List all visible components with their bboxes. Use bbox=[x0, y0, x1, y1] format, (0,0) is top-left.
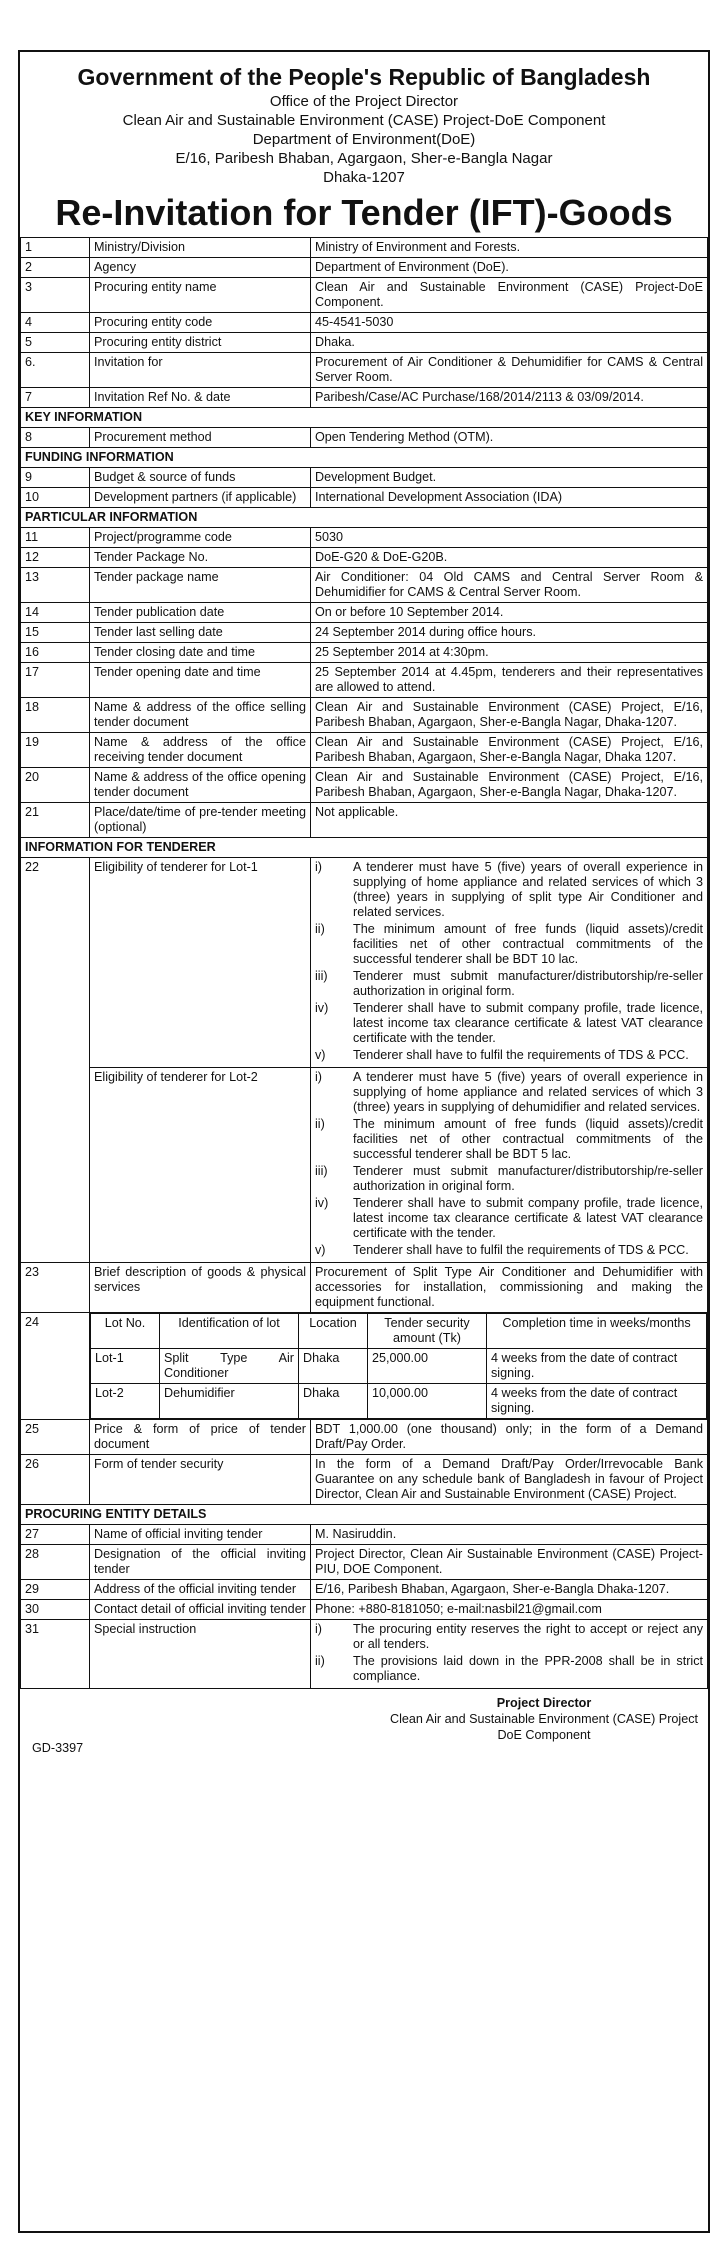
row-value: 45-4541-5030 bbox=[311, 313, 708, 333]
row-label: Name & address of the office receiving tender document bbox=[90, 733, 311, 768]
row-label: Designation of the official inviting tender bbox=[90, 1545, 311, 1580]
row-value: International Development Association (IDA) bbox=[311, 488, 708, 508]
address-line-2: Dhaka-1207 bbox=[323, 169, 405, 186]
row-value: 24 September 2014 during office hours. bbox=[311, 623, 708, 643]
lot2-eligibility-label: Eligibility of tenderer for Lot-2 bbox=[90, 1068, 311, 1263]
list-item-marker: v) bbox=[315, 1048, 326, 1062]
section-particular-information: PARTICULAR INFORMATION bbox=[21, 508, 708, 528]
row-value: Project Director, Clean Air Sustainable Environment (CASE) Project-PIU, DOE Component. bbox=[311, 1545, 708, 1580]
lot-header-completion: Completion time in weeks/months bbox=[487, 1314, 707, 1349]
table-row bbox=[21, 353, 708, 388]
table-row bbox=[21, 1068, 708, 1263]
table-row bbox=[21, 1313, 708, 1420]
tender-table bbox=[20, 237, 708, 1689]
row-number: 14 bbox=[21, 603, 90, 623]
list-item bbox=[315, 969, 703, 999]
row-label: Special instruction bbox=[90, 1620, 311, 1689]
row-label: Contact detail of official inviting tender bbox=[90, 1600, 311, 1620]
table-row bbox=[21, 698, 708, 733]
row-number: 23 bbox=[21, 1263, 90, 1313]
row-label: Ministry/Division bbox=[90, 238, 311, 258]
list-item bbox=[315, 1070, 703, 1115]
list-item-text: Tenderer must submit manufacturer/distributorship/re-seller authorization in original form. bbox=[353, 969, 703, 998]
row-label: Procuring entity district bbox=[90, 333, 311, 353]
table-row bbox=[21, 488, 708, 508]
lot-header-security: Tender security amount (Tk) bbox=[368, 1314, 487, 1349]
row-label: Tender last selling date bbox=[90, 623, 311, 643]
list-item-marker: iii) bbox=[315, 1164, 328, 1178]
list-item-marker: iv) bbox=[315, 1196, 329, 1210]
row-value: E/16, Paribesh Bhaban, Agargaon, Sher-e-Bangla Dhaka-1207. bbox=[311, 1580, 708, 1600]
lot-completion-time: 4 weeks from the date of contract signing. bbox=[487, 1349, 707, 1384]
list-item bbox=[315, 1654, 703, 1684]
list-item bbox=[315, 860, 703, 920]
table-row bbox=[21, 663, 708, 698]
table-row bbox=[21, 733, 708, 768]
table-row bbox=[21, 313, 708, 333]
row-label: Tender Package No. bbox=[90, 548, 311, 568]
lot1-eligibility-list bbox=[311, 858, 708, 1068]
row-number: 2 bbox=[21, 258, 90, 278]
row-label: Price & form of price of tender document bbox=[90, 1420, 311, 1455]
row-value: Open Tendering Method (OTM). bbox=[311, 428, 708, 448]
section-funding-information: FUNDING INFORMATION bbox=[21, 448, 708, 468]
row-value: Ministry of Environment and Forests. bbox=[311, 238, 708, 258]
department-line: Department of Environment(DoE) bbox=[252, 131, 476, 148]
lot-table bbox=[90, 1313, 707, 1419]
row-number: 1 bbox=[21, 238, 90, 258]
row-number: 6. bbox=[21, 353, 90, 388]
list-item-marker: ii) bbox=[315, 922, 325, 936]
list-item bbox=[315, 1622, 703, 1652]
row-number: 27 bbox=[21, 1525, 90, 1545]
table-row bbox=[21, 643, 708, 663]
list-item-text: Tenderer shall have to fulfil the requirements of TDS & PCC. bbox=[353, 1243, 689, 1257]
row-label: Invitation Ref No. & date bbox=[90, 388, 311, 408]
table-row bbox=[21, 1420, 708, 1455]
list-item-marker: ii) bbox=[315, 1654, 325, 1668]
row-value: 5030 bbox=[311, 528, 708, 548]
list-item-text: Tenderer shall have to fulfil the requirements of TDS & PCC. bbox=[353, 1048, 689, 1062]
table-row bbox=[21, 1455, 708, 1505]
row-label: Tender publication date bbox=[90, 603, 311, 623]
row-number: 21 bbox=[21, 803, 90, 838]
list-item bbox=[315, 1001, 703, 1046]
row-value: On or before 10 September 2014. bbox=[311, 603, 708, 623]
gd-number: GD-3397 bbox=[32, 1741, 84, 1755]
row-label: Address of the official inviting tender bbox=[90, 1580, 311, 1600]
office-line: Office of the Project Director bbox=[269, 93, 459, 110]
row-number: 8 bbox=[21, 428, 90, 448]
section-header-row bbox=[21, 838, 708, 858]
notice-footer bbox=[20, 1689, 708, 1789]
row-label: Procuring entity code bbox=[90, 313, 311, 333]
row-value: In the form of a Demand Draft/Pay Order/Irrevocable Bank Guarantee on any schedule bank of Bangladesh in favour of Project Director, Clean Air and Sustainable Environment (CASE) Project. bbox=[311, 1455, 708, 1505]
row-value: Clean Air and Sustainable Environment (CASE) Project-DoE Component. bbox=[311, 278, 708, 313]
row-label: Procuring entity name bbox=[90, 278, 311, 313]
lot2-eligibility-list bbox=[311, 1068, 708, 1263]
notice-header bbox=[20, 52, 708, 237]
table-row bbox=[21, 278, 708, 313]
row-number: 18 bbox=[21, 698, 90, 733]
table-row bbox=[21, 768, 708, 803]
lot-row bbox=[91, 1349, 707, 1384]
row-label: Name of official inviting tender bbox=[90, 1525, 311, 1545]
row-label: Place/date/time of pre-tender meeting (optional) bbox=[90, 803, 311, 838]
table-row bbox=[21, 603, 708, 623]
notice-title: Re-Invitation for Tender (IFT)-Goods bbox=[55, 192, 673, 233]
lot-completion-time: 4 weeks from the date of contract signing. bbox=[487, 1384, 707, 1419]
lot-row bbox=[91, 1384, 707, 1419]
row-value: 25 September 2014 at 4:30pm. bbox=[311, 643, 708, 663]
row-number: 4 bbox=[21, 313, 90, 333]
row-value: Development Budget. bbox=[311, 468, 708, 488]
row-value: Clean Air and Sustainable Environment (CASE) Project, E/16, Paribesh Bhaban, Agargaon, Sher-e-Bangla Nagar, Dhaka-1207. bbox=[311, 698, 708, 733]
list-item-marker: i) bbox=[315, 860, 322, 874]
list-item-text: Tenderer shall have to submit company profile, trade licence, latest income tax clearance certificate & latest VAT clearance certificate with the tender. bbox=[353, 1196, 703, 1240]
row-label: Name & address of the office opening tender document bbox=[90, 768, 311, 803]
lot-identification: Split Type Air Conditioner bbox=[160, 1349, 299, 1384]
table-row bbox=[21, 1545, 708, 1580]
list-item-marker: i) bbox=[315, 1622, 322, 1636]
row-label: Procurement method bbox=[90, 428, 311, 448]
section-header-row bbox=[21, 448, 708, 468]
list-item-marker: v) bbox=[315, 1243, 326, 1257]
list-item-text: The minimum amount of free funds (liquid assets)/credit facilities net of other contractual commitments of the successful tenderer shall be BDT 5 lac. bbox=[353, 1117, 703, 1161]
table-row bbox=[21, 388, 708, 408]
lot1-eligibility-label: Eligibility of tenderer for Lot-1 bbox=[90, 858, 311, 1068]
signature-line-2: DoE Component bbox=[497, 1728, 591, 1742]
row-number: 10 bbox=[21, 488, 90, 508]
row-label: Name & address of the office selling tender document bbox=[90, 698, 311, 733]
row-number: 24 bbox=[21, 1313, 90, 1420]
row-value: Clean Air and Sustainable Environment (CASE) Project, E/16, Paribesh Bhaban, Agargaon, Sher-e-Bangla Nagar, Dhaka-1207. bbox=[311, 768, 708, 803]
table-row bbox=[21, 428, 708, 448]
lot-identification: Dehumidifier bbox=[160, 1384, 299, 1419]
row-value: Dhaka. bbox=[311, 333, 708, 353]
table-row bbox=[21, 333, 708, 353]
table-row bbox=[21, 623, 708, 643]
row-value: BDT 1,000.00 (one thousand) only; in the form of a Demand Draft/Pay Order. bbox=[311, 1420, 708, 1455]
table-row bbox=[21, 238, 708, 258]
list-item-marker: i) bbox=[315, 1070, 322, 1084]
row-label: Project/programme code bbox=[90, 528, 311, 548]
row-value: Procurement of Split Type Air Conditioner and Dehumidifier with accessories for installation, commissioning and making the equipment functional. bbox=[311, 1263, 708, 1313]
list-item bbox=[315, 1196, 703, 1241]
row-label: Development partners (if applicable) bbox=[90, 488, 311, 508]
lot-table-cell bbox=[90, 1313, 708, 1420]
list-item bbox=[315, 1243, 703, 1258]
lot-security-amount: 25,000.00 bbox=[368, 1349, 487, 1384]
special-instruction-list bbox=[311, 1620, 708, 1689]
row-number: 5 bbox=[21, 333, 90, 353]
section-key-information: KEY INFORMATION bbox=[21, 408, 708, 428]
row-label: Brief description of goods & physical services bbox=[90, 1263, 311, 1313]
row-value: DoE-G20 & DoE-G20B. bbox=[311, 548, 708, 568]
notice-frame bbox=[18, 50, 710, 2233]
section-header-row bbox=[21, 1505, 708, 1525]
address-line-1: E/16, Paribesh Bhaban, Agargaon, Sher-e-Bangla Nagar bbox=[175, 150, 553, 167]
list-item-marker: ii) bbox=[315, 1117, 325, 1131]
list-item-text: The minimum amount of free funds (liquid assets)/credit facilities net of other contractual commitments of the successful tenderer shall be BDT 10 lac. bbox=[353, 922, 703, 966]
row-value: 25 September 2014 at 4.45pm, tenderers and their representatives are allowed to attend. bbox=[311, 663, 708, 698]
section-header-row bbox=[21, 408, 708, 428]
row-number: 29 bbox=[21, 1580, 90, 1600]
row-label: Tender closing date and time bbox=[90, 643, 311, 663]
table-row bbox=[21, 1580, 708, 1600]
row-number: 16 bbox=[21, 643, 90, 663]
row-label: Form of tender security bbox=[90, 1455, 311, 1505]
table-row bbox=[21, 568, 708, 603]
table-row bbox=[21, 258, 708, 278]
row-label: Tender opening date and time bbox=[90, 663, 311, 698]
row-number: 28 bbox=[21, 1545, 90, 1580]
lot-header-location: Location bbox=[299, 1314, 368, 1349]
row-number: 31 bbox=[21, 1620, 90, 1689]
table-row bbox=[21, 1525, 708, 1545]
list-item-text: A tenderer must have 5 (five) years of overall experience in supplying of home appliance and related services of which 3 (three) years in supplying of dehumidifier and related services. bbox=[353, 1070, 703, 1114]
row-number: 17 bbox=[21, 663, 90, 698]
table-row bbox=[21, 1620, 708, 1689]
row-number: 22 bbox=[21, 858, 90, 1263]
row-label: Budget & source of funds bbox=[90, 468, 311, 488]
row-number: 3 bbox=[21, 278, 90, 313]
row-number: 25 bbox=[21, 1420, 90, 1455]
row-number: 11 bbox=[21, 528, 90, 548]
lot-table-header-row bbox=[91, 1314, 707, 1349]
signature-line-1: Clean Air and Sustainable Environment (CASE) Project bbox=[390, 1712, 698, 1726]
row-number: 12 bbox=[21, 548, 90, 568]
row-label: Tender package name bbox=[90, 568, 311, 603]
list-item bbox=[315, 1048, 703, 1063]
row-number: 30 bbox=[21, 1600, 90, 1620]
lot-security-amount: 10,000.00 bbox=[368, 1384, 487, 1419]
list-item-marker: iii) bbox=[315, 969, 328, 983]
table-row bbox=[21, 548, 708, 568]
table-row bbox=[21, 468, 708, 488]
row-number: 15 bbox=[21, 623, 90, 643]
lot-header-identification: Identification of lot bbox=[160, 1314, 299, 1349]
row-value: Phone: +880-8181050; e-mail:nasbil21@gmail.com bbox=[311, 1600, 708, 1620]
row-value: Paribesh/Case/AC Purchase/168/2014/2113 & 03/09/2014. bbox=[311, 388, 708, 408]
row-value: Not applicable. bbox=[311, 803, 708, 838]
lot-location: Dhaka bbox=[299, 1384, 368, 1419]
list-item bbox=[315, 1164, 703, 1194]
lot-no: Lot-2 bbox=[91, 1384, 160, 1419]
section-header-row bbox=[21, 508, 708, 528]
table-row bbox=[21, 858, 708, 1068]
list-item bbox=[315, 1117, 703, 1162]
lot-header-lot-no: Lot No. bbox=[91, 1314, 160, 1349]
table-row bbox=[21, 803, 708, 838]
signature-block bbox=[390, 1695, 698, 1743]
government-title: Government of the People's Republic of Bangladesh bbox=[77, 64, 651, 90]
section-procuring-entity-details: PROCURING ENTITY DETAILS bbox=[21, 1505, 708, 1525]
row-number: 19 bbox=[21, 733, 90, 768]
list-item-text: A tenderer must have 5 (five) years of overall experience in supplying of home appliance and related services of which 3 (three) years in supplying of split type Air Conditioner and related services. bbox=[353, 860, 703, 919]
list-item-text: Tenderer must submit manufacturer/distributorship/re-seller authorization in original form. bbox=[353, 1164, 703, 1193]
row-value: Air Conditioner: 04 Old CAMS and Central Server Room & Dehumidifier for CAMS & Central Server Room. bbox=[311, 568, 708, 603]
table-row bbox=[21, 528, 708, 548]
section-information-for-tenderer: INFORMATION FOR TENDERER bbox=[21, 838, 708, 858]
lot-location: Dhaka bbox=[299, 1349, 368, 1384]
row-number: 20 bbox=[21, 768, 90, 803]
list-item bbox=[315, 922, 703, 967]
lot-no: Lot-1 bbox=[91, 1349, 160, 1384]
table-row bbox=[21, 1600, 708, 1620]
list-item-text: The provisions laid down in the PPR-2008 shall be in strict compliance. bbox=[353, 1654, 703, 1683]
row-number: 13 bbox=[21, 568, 90, 603]
project-line: Clean Air and Sustainable Environment (CASE) Project-DoE Component bbox=[122, 112, 606, 129]
signature-title: Project Director bbox=[496, 1696, 592, 1710]
row-value: Clean Air and Sustainable Environment (CASE) Project, E/16, Paribesh Bhaban, Agargaon, Sher-e-Bangla Nagar, Dhaka 1207. bbox=[311, 733, 708, 768]
row-value: Procurement of Air Conditioner & Dehumidifier for CAMS & Central Server Room. bbox=[311, 353, 708, 388]
list-item-text: The procuring entity reserves the right to accept or reject any or all tenders. bbox=[353, 1622, 703, 1651]
row-label: Agency bbox=[90, 258, 311, 278]
row-label: Invitation for bbox=[90, 353, 311, 388]
table-row bbox=[21, 1263, 708, 1313]
row-value: M. Nasiruddin. bbox=[311, 1525, 708, 1545]
row-number: 9 bbox=[21, 468, 90, 488]
row-number: 26 bbox=[21, 1455, 90, 1505]
row-value: Department of Environment (DoE). bbox=[311, 258, 708, 278]
list-item-marker: iv) bbox=[315, 1001, 329, 1015]
row-number: 7 bbox=[21, 388, 90, 408]
list-item-text: Tenderer shall have to submit company profile, trade licence, latest income tax clearance certificate & latest VAT clearance certificate with the tender. bbox=[353, 1001, 703, 1045]
